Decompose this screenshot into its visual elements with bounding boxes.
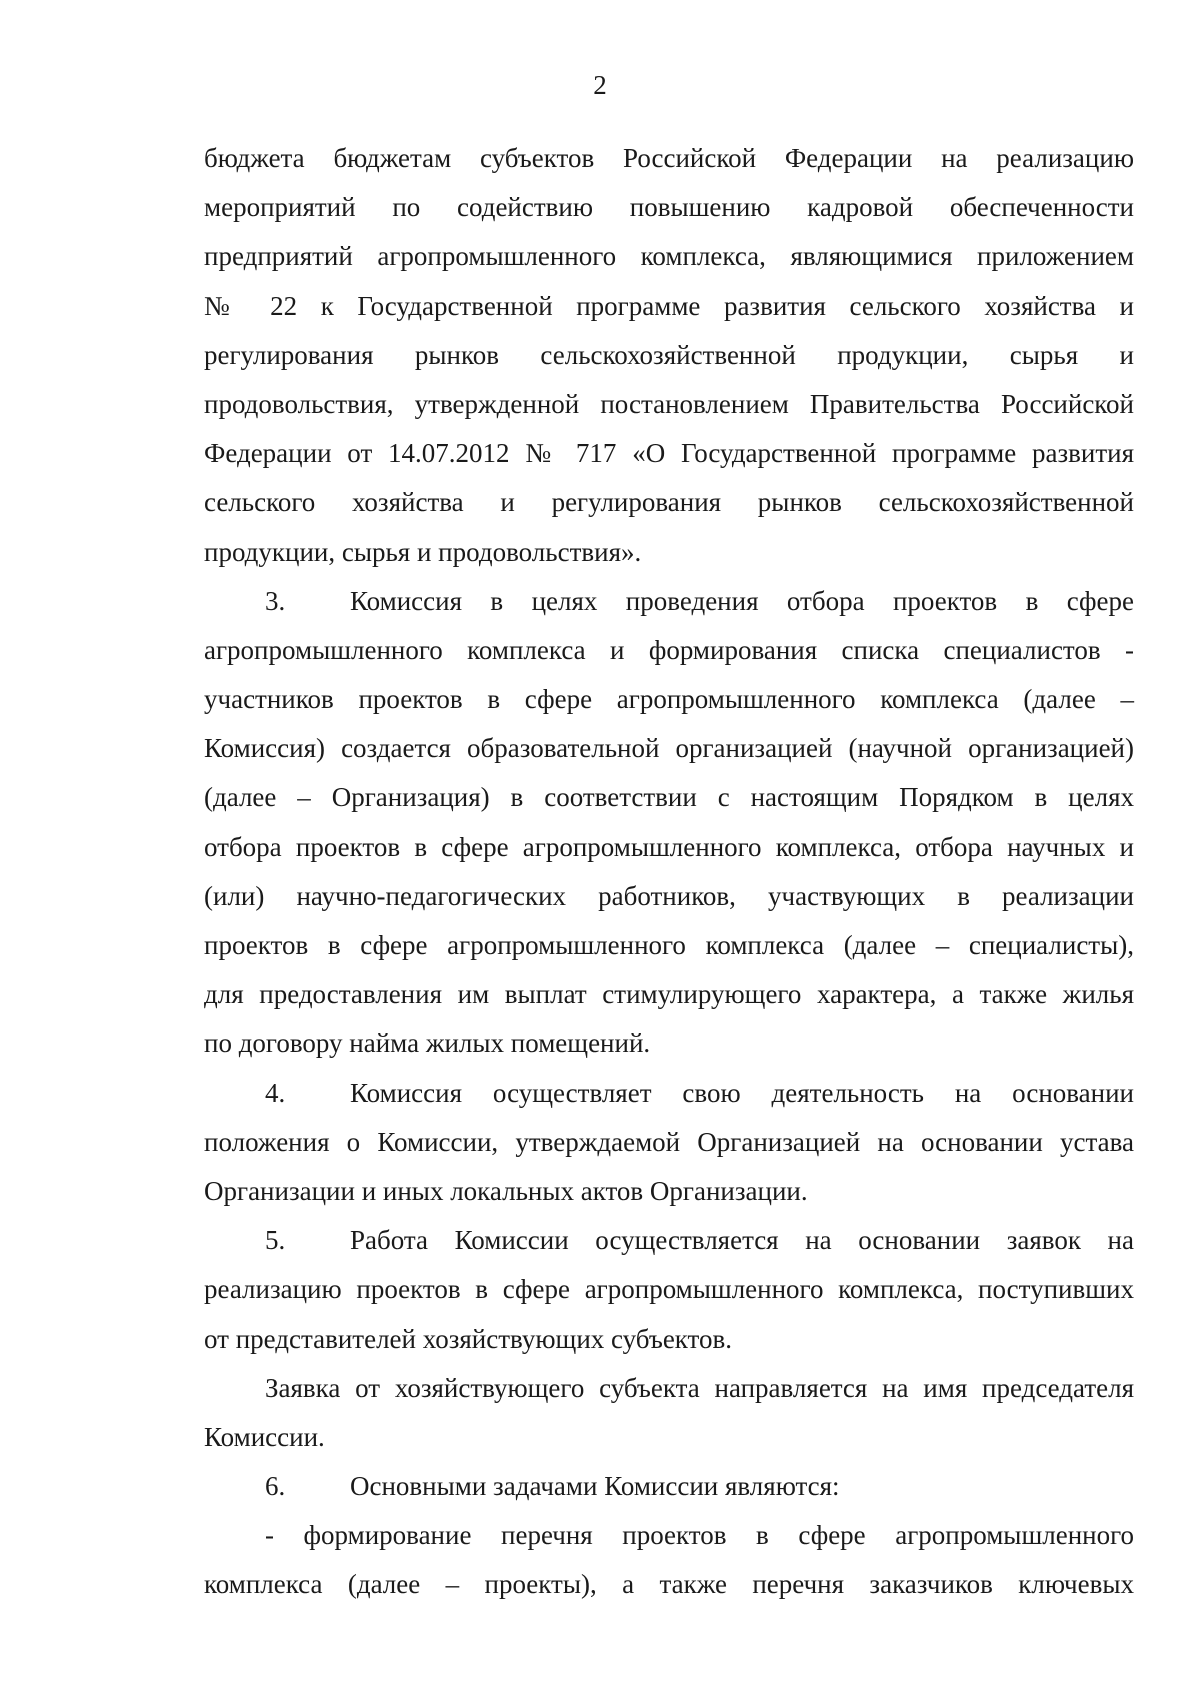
paragraph-item-5 bbox=[204, 1216, 1134, 1364]
text-line: Комиссия) создается образовательной организацией (научной организацией) bbox=[204, 733, 1134, 764]
paragraph-request bbox=[204, 1364, 1134, 1462]
bullet-first-line: - формирование перечня проектов в сфере агропромышленного bbox=[265, 1520, 1134, 1551]
text-line: продукции, сырья и продовольствия». bbox=[204, 536, 642, 567]
item-first-line bbox=[204, 1462, 1134, 1511]
text-line: реализацию проектов в сфере агропромышленного комплекса, поступивших bbox=[204, 1274, 1134, 1305]
text-line: комплекса (далее – проекты), а также перечня заказчиков ключевых bbox=[204, 1569, 1134, 1600]
item-first-line bbox=[204, 577, 1134, 626]
text-line: сельского хозяйства и регулирования рынков сельскохозяйственной bbox=[204, 487, 1134, 518]
text-line: продовольствия, утвержденной постановлением Правительства Российской bbox=[204, 388, 1134, 419]
item-number: 3. bbox=[265, 585, 286, 616]
text-line: проектов в сфере агропромышленного комплекса (далее – специалисты), bbox=[204, 930, 1134, 960]
text-line: регулирования рынков сельскохозяйственной продукции, сырья и bbox=[204, 339, 1134, 370]
text-line: для предоставления им выплат стимулирующего характера, а также жилья bbox=[204, 979, 1134, 1010]
text-line: по договору найма жилых помещений. bbox=[204, 1028, 651, 1059]
text-line: Заявка от хозяйствующего субъекта направляется на имя председателя bbox=[265, 1372, 1134, 1403]
text-line: агропромышленного комплекса и формирования списка специалистов - bbox=[204, 634, 1134, 665]
text-line: мероприятий по содействию повышению кадровой обеспеченности bbox=[204, 192, 1134, 223]
item-first-line bbox=[204, 1216, 1134, 1265]
page-number: 2 bbox=[593, 70, 607, 100]
text-line: Федерации от 14.07.2012 № 717 «О Государственной программе развития bbox=[204, 438, 1134, 469]
item-number: 6. bbox=[265, 1471, 286, 1502]
paragraph-continuation bbox=[204, 134, 1134, 577]
text-line: участников проектов в сфере агропромышленного комплекса (далее – bbox=[204, 684, 1134, 715]
text-line: Комиссии. bbox=[204, 1421, 325, 1452]
text-line: (далее – Организация) в соответствии с настоящим Порядком в целях bbox=[204, 782, 1134, 813]
paragraph-item-3 bbox=[204, 577, 1134, 1069]
document-body bbox=[204, 134, 1134, 1610]
text-line: предприятий агропромышленного комплекса, являющимися приложением bbox=[204, 241, 1134, 272]
item-text: Комиссия в целях проведения отбора проектов в сфере bbox=[350, 585, 1134, 616]
text-line: бюджета бюджетам субъектов Российской Федерации на реализацию bbox=[204, 143, 1134, 173]
item-text: Комиссия осуществляет свою деятельность на основании bbox=[350, 1077, 1134, 1108]
text-line: положения о Комиссии, утверждаемой Организацией на основании устава bbox=[204, 1126, 1134, 1157]
text-line: от представителей хозяйствующих субъектов. bbox=[204, 1323, 733, 1354]
paragraph-bullet-1 bbox=[204, 1511, 1134, 1609]
paragraph-item-6 bbox=[204, 1462, 1134, 1511]
item-first-line bbox=[204, 1069, 1134, 1118]
item-number: 5. bbox=[265, 1225, 286, 1256]
text-line: (или) научно-педагогических работников, участвующих в реализации bbox=[204, 880, 1134, 911]
item-text: Работа Комиссии осуществляется на основании заявок на bbox=[350, 1225, 1134, 1256]
item-number: 4. bbox=[265, 1077, 286, 1108]
text-line: № 22 к Государственной программе развития сельского хозяйства и bbox=[204, 290, 1134, 321]
item-text: Основными задачами Комиссии являются: bbox=[350, 1471, 840, 1502]
text-line: отбора проектов в сфере агропромышленного комплекса, отбора научных и bbox=[204, 831, 1134, 862]
paragraph-item-4 bbox=[204, 1069, 1134, 1217]
text-line: Организации и иных локальных актов Организации. bbox=[204, 1175, 808, 1206]
